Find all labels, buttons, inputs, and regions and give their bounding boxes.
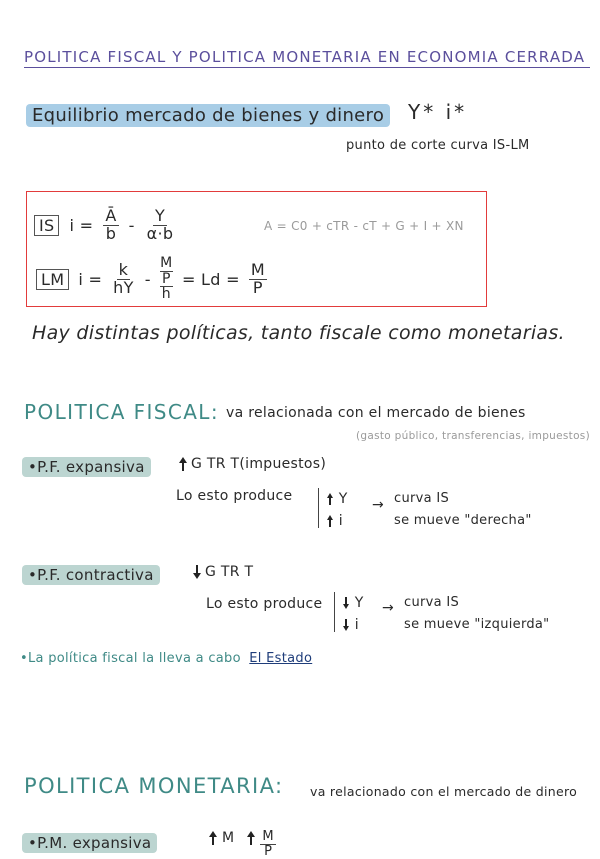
pf-expansiva-label [22,458,151,476]
is-frac-2-num: Y [154,206,166,225]
pm-expansiva-highlight: •P.M. expansiva [22,833,157,853]
pf-contractiva-label [22,566,160,584]
arrow-up-icon [326,492,334,506]
fiscal-desc: va relacionada con el mercado de bienes [226,405,526,421]
is-label: IS [34,215,59,236]
equilibrium-note: punto de corte curva IS-LM [346,138,530,153]
arrow-up-icon [246,830,256,846]
lm-label: LM [36,269,69,290]
pf-expansiva-measures-text: G TR T(impuestos) [191,456,327,472]
fiscal-heading: POLITICA FISCAL: [24,400,219,424]
lm-frac-2-num: M [160,255,173,271]
is-lhs: i = [69,215,94,235]
a-formula: A = C0 + cTR - cT + G + I + XN [264,219,464,233]
lm-equation [36,256,267,302]
arrow-down-icon [192,564,202,580]
state-note [20,651,312,666]
lm-frac-2-mid: P [161,270,171,287]
arrow-down-icon [342,596,350,610]
intro-text: Hay distintas políticas, tanto fiscale como monetarias. [32,322,565,344]
lm-frac-1 [111,259,136,297]
lm-lhs: i = [78,269,103,289]
pm-expansiva-frac-den: P [264,843,273,859]
pf-contractiva-effect-i: i [342,614,364,636]
is-equation [34,208,175,243]
pf-contractiva-brace [334,592,335,632]
lm-frac-2-den: h [161,286,171,303]
pf-expansiva-brace [318,488,319,528]
pf-contractiva-highlight: •P.F. contractiva [22,565,160,585]
pf-contractiva-result [404,592,549,636]
is-frac-2-den: α·b [146,223,174,243]
pm-expansiva-m: M [222,830,235,846]
pf-expansiva-measures [178,456,326,472]
pf-contractiva-result-1: curva IS [404,595,460,610]
arrow-up-icon [326,514,334,528]
equilibrium-highlight: Equilibrio mercado de bienes y dinero [26,104,390,127]
lm-frac-3 [249,259,267,297]
arrow-down-icon [342,618,350,632]
pm-expansiva-frac [260,830,276,858]
lm-frac-3-den: P [252,277,263,297]
pf-contractiva-measures-text: G TR T [205,564,254,580]
pm-expansiva-label [22,834,157,852]
arrow-up-icon [178,456,188,472]
pf-contractiva-produce: Lo esto produce [206,596,323,612]
fiscal-paren: (gasto público, transferencias, impuestos) [356,430,590,442]
monetary-desc: va relacionado con el mercado de dinero [310,784,578,799]
pf-contractiva-measures [192,564,253,580]
pf-expansiva-effect-i: i [326,510,348,532]
pf-expansiva-highlight: •P.F. expansiva [22,457,151,477]
lm-frac-2 [160,256,173,302]
pf-expansiva-effects [326,488,348,532]
pm-expansiva-measures [208,830,276,858]
pf-expansiva-arrow: → [372,497,385,513]
pm-expansiva-frac-num: M [262,829,274,844]
pf-contractiva-arrow: → [382,600,395,616]
monetary-heading: POLITICA MONETARIA: [24,774,284,798]
equilibrium-vars: Y* i* [408,100,468,124]
pf-expansiva-result [394,488,532,532]
lm-minus: - [144,269,151,289]
pf-contractiva-effects [342,592,364,636]
pf-expansiva-result-2: se mueve "derecha" [394,513,532,528]
equilibrium-label [26,105,390,126]
lm-frac-3-num: M [250,259,265,279]
pf-contractiva-result-2: se mueve "izquierda" [404,617,550,632]
lm-frac-1-num: k [118,259,129,279]
pf-contractiva-effect-y: Y [342,592,364,614]
is-frac-1 [103,208,118,243]
state-note-text: •La política fiscal la lleva a cabo [20,651,241,666]
arrow-up-icon [208,830,218,846]
pf-expansiva-effect-y: Y [326,488,348,510]
lm-frac-1-den: hY [113,277,134,297]
is-minus: - [128,215,135,235]
pf-expansiva-produce: Lo esto produce [176,488,293,504]
lm-eq: = Ld = [181,269,240,289]
page-title: POLITICA FISCAL Y POLITICA MONETARIA EN ECONOMIA CERRADA [24,48,590,68]
is-frac-1-den: b [105,223,117,243]
pf-expansiva-result-1: curva IS [394,491,450,506]
is-frac-2 [145,208,176,243]
is-frac-1-num: Ā [105,206,117,225]
state-note-link: El Estado [249,651,313,666]
